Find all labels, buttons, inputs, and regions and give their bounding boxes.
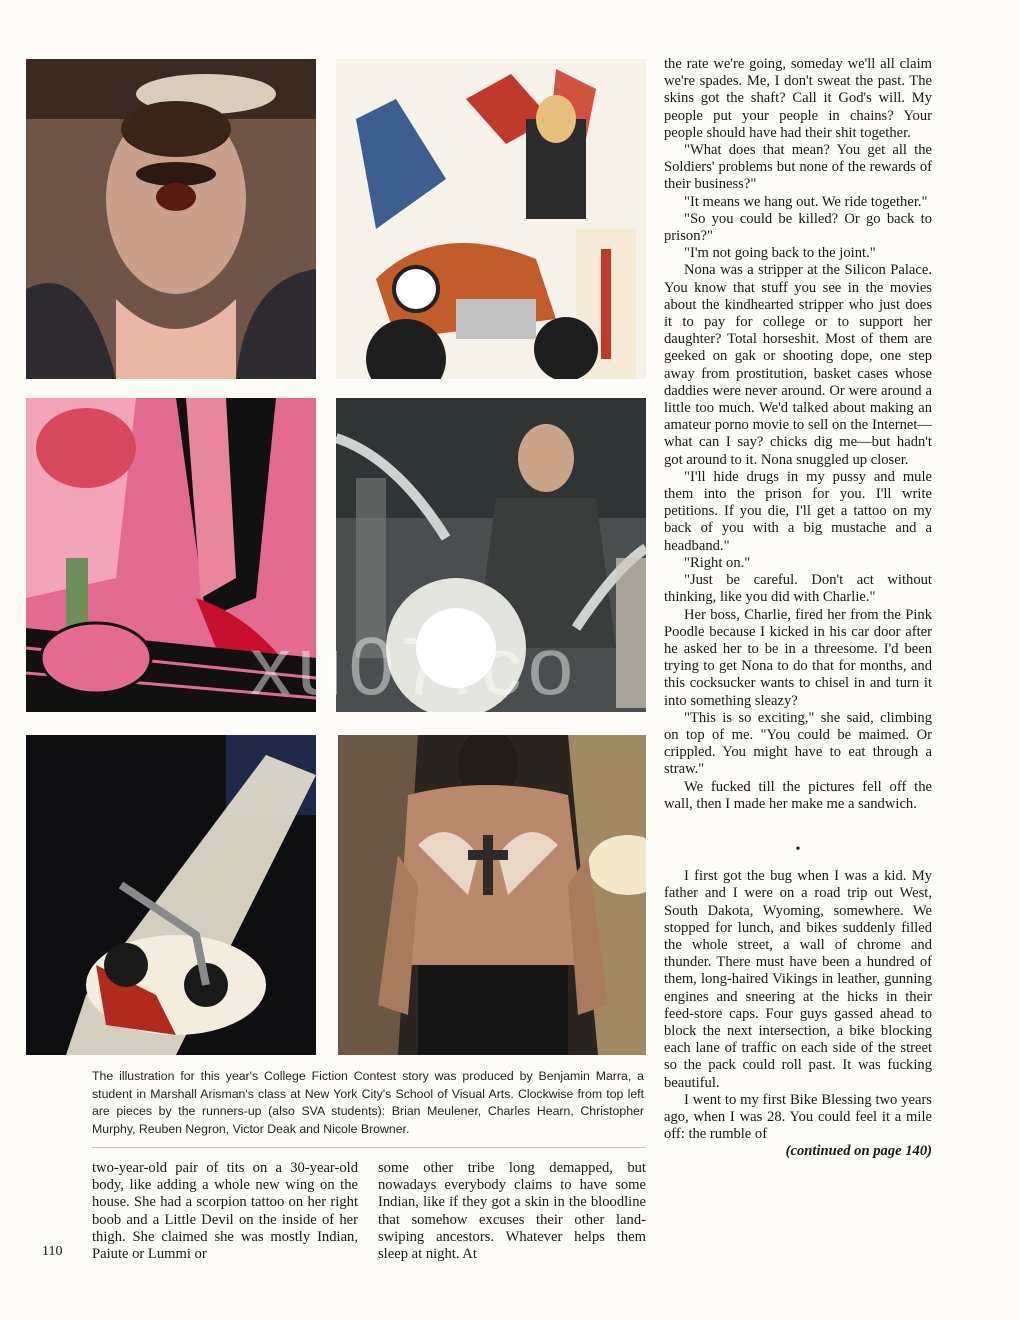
illustration-caption: The illustration for this year's College Fiction Contest story was produced by Benjamin Marra, a student in Marshall Arisman's class at New York City's School of Visual Arts. Clockwise from top left are pieces by the runners-up (also SVA students): Brian Meulener, Charles Hearn, Christopher Murphy, Reuben Negron, Victor Deak and Nicole Browner. <box>92 1069 644 1136</box>
paragraph: "What does that mean? You get all the Soldiers' problems but none of the rewards of their business?" <box>664 142 932 193</box>
section-break-bullet: • <box>795 841 801 857</box>
paragraph: "Right on." <box>684 554 751 571</box>
illustration-pink-heels <box>26 398 316 712</box>
paragraph: two-year-old pair of tits on a 30-year-old body, like adding a whole new wing on the house. She had a scorpion tattoo on her right boob and a Little Devil on the inside of her thigh. She claimed she was mostly Indian, Paiute or Lummi or <box>92 1160 358 1263</box>
continued-note: (continued on page 140) <box>785 1143 932 1160</box>
illustration-biker-headlight <box>336 398 646 712</box>
paragraph: "This is so exciting," she said, climbing on top of me. "You could be maimed. Or crippled. You might have to eat through a straw." <box>664 709 932 778</box>
paragraph: We fucked till the pictures fell off the wall, then I made her make me a sandwich. <box>664 778 932 812</box>
paragraph: "So you could be killed? Or go back to prison?" <box>664 210 932 245</box>
paragraph: I first got the bug when I was a kid. My father and I were on a road trip out West, South Dakota, Wyoming, somewhere. We stopped for lunch, and bikes suddenly filled the whole street, a wall of chrome and thunder. There must have been a hundred of them, long-haired Vikings in leather, gunning engines and sneering at the hicks in their feed-store caps. Four guys gassed ahead to block the next intersection, a bike blocking each lane of traffic on each side of the street so the pack could roll past. It was fucking beautiful. <box>664 868 932 1091</box>
illustration-screaming-man <box>26 59 316 379</box>
watermark-text: xu07.co <box>250 621 580 712</box>
paragraph: "I'm not going back to the joint." <box>684 245 876 262</box>
caption-divider <box>92 1147 646 1148</box>
paragraph: the rate we're going, someday we'll all claim we're spades. Me, I don't sweat the past. The skins got the shaft? Call it God's will. My people put your people in chains? Your people should have had their shit together. <box>664 56 932 141</box>
paragraph: some other tribe long demapped, but nowadays everybody claims to have some Indian, like if they got a skin in the bloodline that somehow excuses their other land-swiping ancestors. Whatever helps them sleep at night. At <box>378 1160 646 1263</box>
illustration-tattooed-back <box>338 735 646 1055</box>
article-column-bottom-middle <box>378 1160 646 1263</box>
paragraph: "I'll hide drugs in my pussy and mule them into the prison for you. I'll write petitions. If you die, I'll get a tattoo on my back of you with a big mustache and a headband." <box>664 468 932 554</box>
article-column-bottom-left <box>92 1160 358 1263</box>
article-column-right <box>664 56 932 1161</box>
illustration-bikers-motorcycle <box>336 59 646 379</box>
paragraph: Her boss, Charlie, fired her from the Pink Poodle because I kicked in his car door after he asked her to be in a threesome. I'd been trying to get Nona to do that for months, and this cocksucker wants to chisel in and turn it into something sleazy? <box>664 606 932 709</box>
paragraph: "Just be careful. Don't act without thinking, like you did with Charlie." <box>664 572 932 606</box>
paragraph: Nona was a stripper at the Silicon Palace. You know that stuff you see in the movies about the kindhearted stripper who just does it to pay for college or to support her daughter? Total horseshit. Most of them are geeked on gak or shooting dope, one step away from prostitution, basket cases whose daddies were never around. Or were around a little too much. We'd talked about making an amateur porno movie to sell on the Internet—what can I say? chicks dig me—but hadn't got around to it. Nona snuggled up closer. <box>664 262 932 468</box>
paragraph: "It means we hang out. We ride together." <box>684 193 928 210</box>
page-number: 110 <box>42 1244 63 1259</box>
paragraph: I went to my first Bike Blessing two years ago, when I was 28. You could feel it a mile off: the rumble of <box>664 1091 932 1143</box>
illustration-motorcycle-spotlight <box>26 735 316 1055</box>
